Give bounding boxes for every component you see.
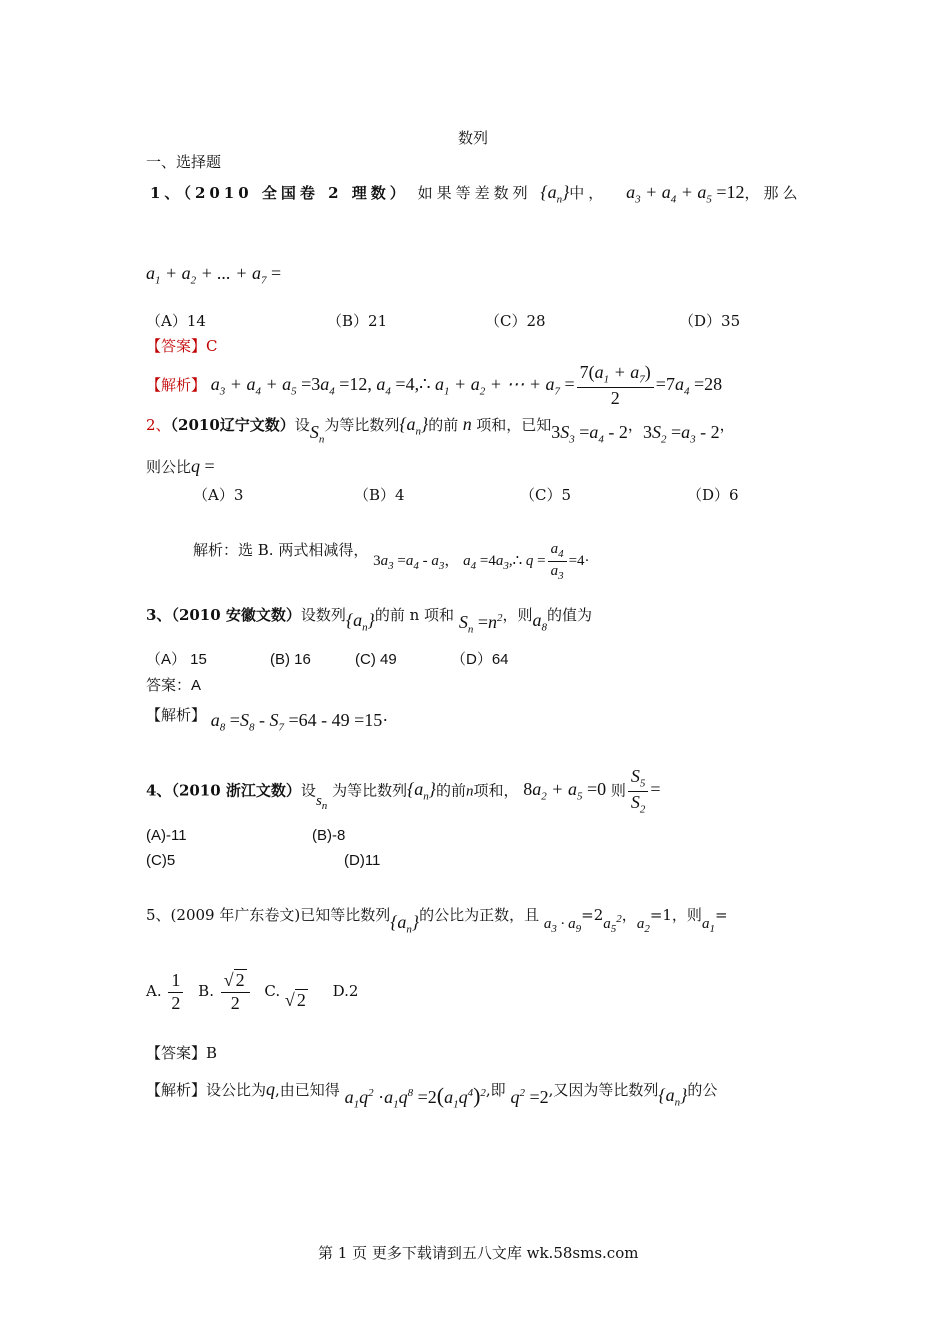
q1-sequence-math: $\{a_n\}$ bbox=[540, 182, 570, 206]
question-1-stem bbox=[150, 182, 802, 207]
q3-a8-math: $a_8$ bbox=[532, 610, 547, 634]
q4-source: （2010 浙江文数） bbox=[171, 781, 301, 800]
q3-option-c: (C) 49 bbox=[355, 651, 397, 668]
q4-xianghe: 项和， bbox=[473, 781, 519, 800]
q4-option-a: (A)-11 bbox=[146, 827, 187, 844]
q5-option-b-math: $\frac{√ 2}{2}$ bbox=[219, 980, 252, 1000]
q5-a5sq-math: $a_5^2$ bbox=[603, 913, 622, 935]
q4-sequence-math: $\{a_n\}$ bbox=[407, 779, 436, 803]
q2-condition2-math: $3S_2 =a_3 - 2$ bbox=[642, 422, 720, 446]
section-heading: 一、选择题 bbox=[146, 153, 222, 171]
q3-qianxiang: 的前 n 项和 bbox=[374, 606, 455, 624]
q2-option-d: （D）6 bbox=[687, 486, 739, 504]
q2-option-b: （B）4 bbox=[354, 486, 405, 504]
q1-text: 如果等差数列 bbox=[417, 184, 532, 202]
q1-analysis bbox=[146, 362, 722, 409]
q3-option-d: （D）64 bbox=[451, 651, 509, 668]
q5-analysis-label: 【解析】 bbox=[146, 1081, 207, 1099]
q2-option-a: （A）3 bbox=[193, 486, 244, 504]
q4-fraction-math: $\frac{S_5}{S_2}$ = bbox=[626, 779, 661, 799]
q3-option-b: (B) 16 bbox=[270, 651, 311, 668]
q2-sn-math: $S_n$ bbox=[309, 422, 325, 446]
q5-analysis-4: ,又因为等比数列 bbox=[548, 1081, 659, 1099]
q1-answer bbox=[146, 337, 218, 355]
q4-stem-text: 为等比数列 bbox=[332, 781, 408, 800]
q2-qianxiang: 的前 bbox=[428, 416, 459, 434]
q2-condition-math: $3S_3 =a_4 - 2$ bbox=[551, 422, 628, 446]
q4-option-c: (C)5 bbox=[146, 852, 176, 869]
q5-a2-math: $a_2$ bbox=[636, 916, 650, 935]
q2-comma-2: ， bbox=[719, 416, 735, 434]
q5-answer-label: 【答案】 bbox=[146, 1044, 207, 1062]
q2-xianghe: 项和，已知 bbox=[476, 416, 552, 434]
q1-answer-value: C bbox=[206, 337, 218, 355]
q5-eq2: =1，则 bbox=[649, 906, 702, 924]
q5-sequence-math: $\{a_n\}$ bbox=[390, 912, 420, 936]
q1-option-c: （C）28 bbox=[485, 312, 546, 330]
q5-stem-text: 已知等比数列 bbox=[300, 906, 391, 924]
q5-stem-text-2: 的公比为正数，且 bbox=[419, 906, 540, 924]
q2-n-math: n bbox=[462, 414, 472, 434]
q1-option-b: （B）21 bbox=[327, 312, 388, 330]
q2-stem-text: 为等比数列 bbox=[324, 416, 400, 434]
q3-sum-math: $S_n =n^2$ bbox=[458, 612, 503, 636]
q5-answer-value: B bbox=[206, 1044, 218, 1062]
q1-analysis-math: $a_3 + a_4 + a_5 =3a_4 =12$, $a_4$ =4,∴ $a_1 + a_2$ + ⋯ + $a_7$ = $\frac{7(a_1 + a_7)}{2}$ $=7a_4 =28$ bbox=[210, 362, 723, 408]
q3-zhi: 的值为 bbox=[547, 606, 593, 624]
q3-option-a: （A） 15 bbox=[146, 651, 207, 668]
q5-option-a-math: $\frac{1}{2}$ bbox=[166, 980, 185, 1000]
q2-option-c: （C）5 bbox=[520, 486, 572, 504]
q5-qsq-math: $q^2 =2$ bbox=[510, 1087, 549, 1107]
q5-analysis bbox=[146, 1075, 718, 1111]
q2-sequence-math: $\{a_n\}$ bbox=[399, 414, 429, 438]
q4-qianxiang: 的前 bbox=[435, 781, 466, 800]
q4-n-math: n bbox=[466, 783, 474, 800]
question-5-stem bbox=[146, 904, 728, 936]
q5-option-b-label: B. bbox=[198, 982, 214, 1001]
q5-analysis-1: 设公比为 bbox=[206, 1081, 267, 1099]
q5-eq3: = bbox=[714, 906, 728, 924]
q5-option-c-label: C. bbox=[264, 982, 281, 1001]
q4-number: 4、 bbox=[146, 781, 172, 800]
q5-analysis-sequence-math: $\{a_n\}$ bbox=[658, 1085, 688, 1109]
q5-number: 5、 bbox=[146, 906, 171, 924]
q5-option-a-label: A. bbox=[146, 982, 162, 1001]
q4-condition-math: $8a_2 + a_5 =0$ bbox=[523, 779, 607, 803]
q1-number: 1、 bbox=[150, 184, 184, 202]
q1-option-d: （D）35 bbox=[679, 312, 741, 330]
q2-ratio bbox=[146, 456, 215, 478]
q3-ze: ，则 bbox=[502, 606, 533, 624]
q1-expression-math: $a_1 + a_2$ + ... + $a_7$ = bbox=[146, 263, 282, 287]
q5-comma: ， bbox=[621, 906, 637, 924]
q2-she: 设 bbox=[294, 416, 310, 434]
q2-number: 2、 bbox=[146, 416, 171, 434]
q1-option-a: （A）14 bbox=[146, 312, 206, 330]
q5-analysis-math: $a_1q^2 \cdot a_1q^8 =2(a_1q^4)^2$ bbox=[344, 1083, 486, 1111]
q3-answer: 答案：A bbox=[146, 677, 202, 694]
q5-options bbox=[146, 970, 358, 1014]
q3-analysis bbox=[146, 704, 389, 734]
q3-number: 3、 bbox=[146, 606, 172, 624]
q3-source: （2010 安徽文数） bbox=[171, 606, 301, 624]
q2-comma: ， bbox=[627, 416, 643, 434]
q2-ratio-text: 则公比 bbox=[146, 458, 192, 476]
q5-q-math: q bbox=[266, 1079, 276, 1099]
q5-option-c-math: √ 2 bbox=[284, 990, 306, 1011]
question-2-stem bbox=[146, 414, 735, 446]
q2-source: （2010辽宁文数） bbox=[170, 416, 295, 434]
q3-stem-text: 设数列 bbox=[300, 606, 346, 624]
q4-she: 设 bbox=[300, 781, 316, 800]
q4-ze: 则 bbox=[610, 781, 626, 800]
q2-analysis-text: 解析：选 B. 两式相减得， bbox=[193, 541, 369, 560]
q1-answer-label: 【答案】 bbox=[146, 337, 207, 355]
q2-analysis bbox=[193, 530, 590, 583]
question-3-stem bbox=[146, 604, 593, 636]
question-4-stem bbox=[146, 766, 661, 817]
q1-analysis-label: 【解析】 bbox=[146, 375, 207, 394]
q5-a1-math: $a_1$ bbox=[701, 916, 715, 935]
page-title: 数列 bbox=[458, 129, 489, 147]
q4-option-b: (B)-8 bbox=[312, 827, 346, 844]
q5-a3a9-math: $a_3 \cdot a_9$ bbox=[543, 916, 582, 935]
page-footer: 第 1 页 更多下载请到五八文库 wk.58sms.com bbox=[318, 1244, 639, 1262]
q1-name-text: ，那么 bbox=[744, 184, 802, 202]
q2-ratio-math: q = bbox=[191, 456, 215, 476]
q3-sequence-math: $\{a_n\}$ bbox=[345, 610, 375, 634]
q1-condition-math: $a_3 + a_4 + a_5 =12$ bbox=[626, 182, 745, 206]
q5-source: (2009 年广东卷文) bbox=[170, 906, 301, 924]
q3-analysis-label: 【解析】 bbox=[146, 706, 207, 724]
q5-analysis-3: ,即 bbox=[485, 1081, 506, 1099]
q4-option-d: (D)11 bbox=[344, 852, 381, 869]
q1-source: （2010 全国卷 2 理数） bbox=[183, 184, 409, 202]
q5-answer bbox=[146, 1044, 217, 1062]
q3-analysis-math: $a_8 =S_8 - S_7 =64 - 49 =15\cdot$ bbox=[210, 710, 389, 734]
q5-analysis-2: ,由已知得 bbox=[275, 1081, 340, 1099]
q5-analysis-5: 的公 bbox=[687, 1081, 718, 1099]
q1-zhong: 中， bbox=[569, 184, 608, 202]
q5-eq1: =2 bbox=[581, 906, 604, 924]
q2-analysis-math: $3a_3 =a_4 - a_3$， $a_4$ $=4a_3,\therefore$ q = $\frac{a_4}{a_3}$ =4· bbox=[373, 541, 590, 583]
q4-sn-math: $s_n$ bbox=[315, 793, 328, 813]
q5-option-d: D.2 bbox=[332, 982, 359, 1001]
